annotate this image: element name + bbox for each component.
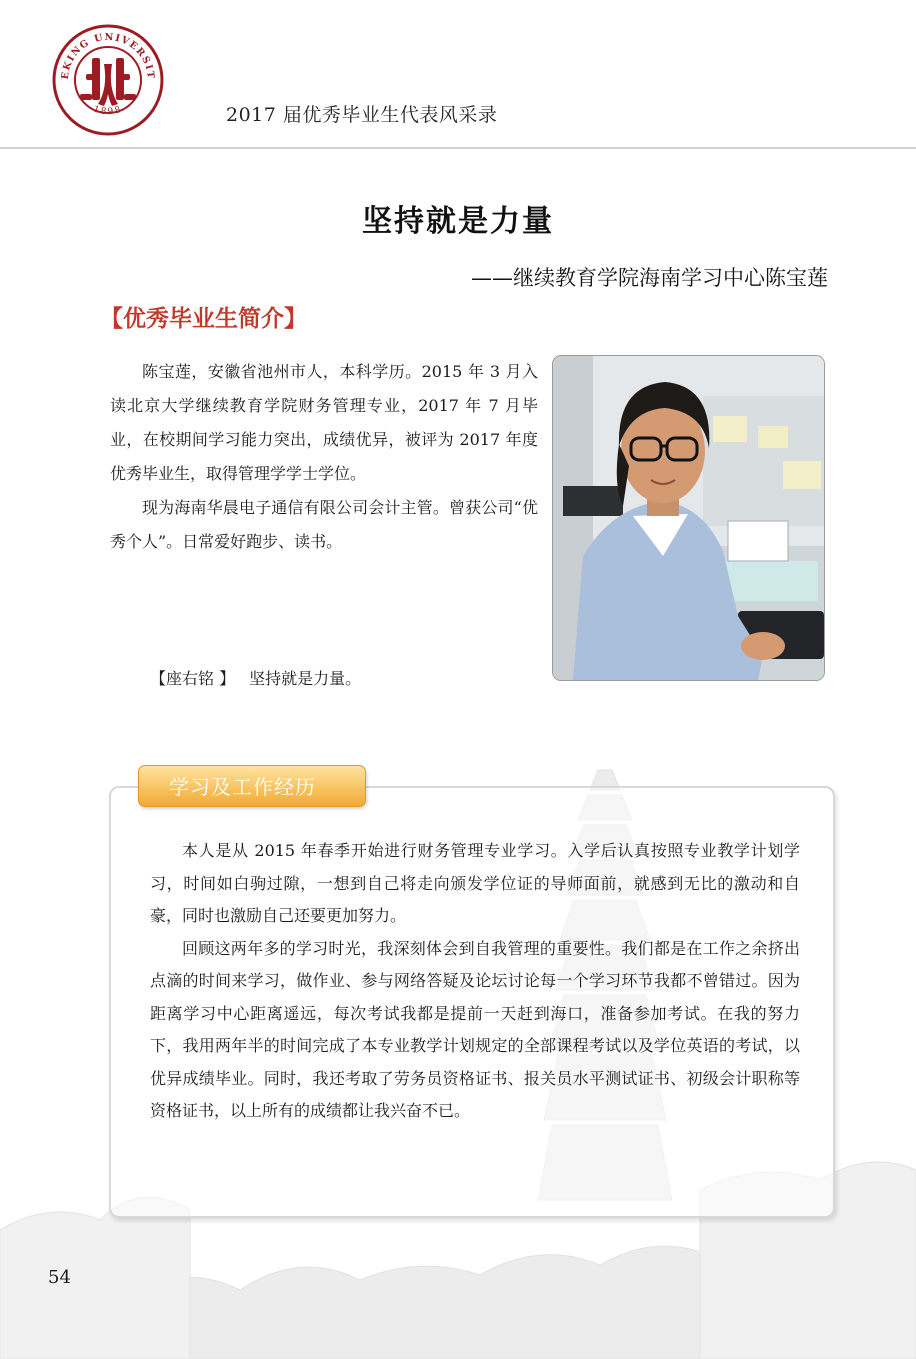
- article-title: 坚持就是力量: [362, 204, 554, 239]
- intro-text: [110, 355, 538, 559]
- page-number: 54: [48, 1267, 71, 1288]
- intro-paragraph: 陈宝莲，安徽省池州市人，本科学历。2015 年 3 月入读北京大学继续教育学院财务管理专业，2017 年 7 月毕业，在校期间学习能力突出，成绩优异，被评为 2017 年度优秀毕业生，取得管理学学士学位。: [110, 362, 538, 483]
- logo-ring-text: EKING UNIVERSIT: [59, 31, 157, 81]
- svg-text:1898: [92, 104, 124, 117]
- experience-paragraph: 本人是从 2015 年春季开始进行财务管理专业学习。入学后认真按照专业教学计划学习，时间如白驹过隙，一想到自己将走向颁发学位证的导师面前，就感到无比的激动和自豪，同时也激励自己还要更加努力。: [150, 841, 800, 925]
- peking-university-logo: [52, 24, 164, 136]
- motto: [150, 666, 361, 689]
- motto-label: 【座右铭 】: [150, 669, 236, 688]
- header-divider: [0, 147, 916, 149]
- intro-heading: 【优秀毕业生简介】: [100, 306, 307, 332]
- experience-text: [150, 835, 800, 1128]
- experience-heading-tab: 学习及工作经历: [138, 765, 366, 807]
- logo-year: 1898: [91, 104, 125, 118]
- intro-paragraph: 现为海南华晨电子通信有限公司会计主管。曾获公司“优秀个人”。日常爱好跑步、读书。: [110, 498, 538, 551]
- graduate-photo: [552, 355, 825, 681]
- publication-title: 2017 届优秀毕业生代表风采录: [226, 104, 498, 126]
- article-subtitle: ——继续教育学院海南学习中心陈宝莲: [471, 266, 828, 290]
- experience-paragraph: 回顾这两年多的学习时光，我深刻体会到自我管理的重要性。我们都是在工作之余挤出点滴的时间来学习，做作业、参与网络答疑及论坛讨论每一个学习环节我都不曾错过。因为距离学习中心距离遥远，每次考试我都是提前一天赶到海口，准备参加考试。在我的努力下，我用两年半的时间完成了本专业教学计划规定的全部课程考试以及学位英语的考试，以优异成绩毕业。同时，我还考取了劳务员资格证书、报关员水平测试证书、初级会计职称等资格证书，以上所有的成绩都让我兴奋不已。: [150, 938, 800, 1120]
- motto-text: 坚持就是力量。: [249, 669, 362, 688]
